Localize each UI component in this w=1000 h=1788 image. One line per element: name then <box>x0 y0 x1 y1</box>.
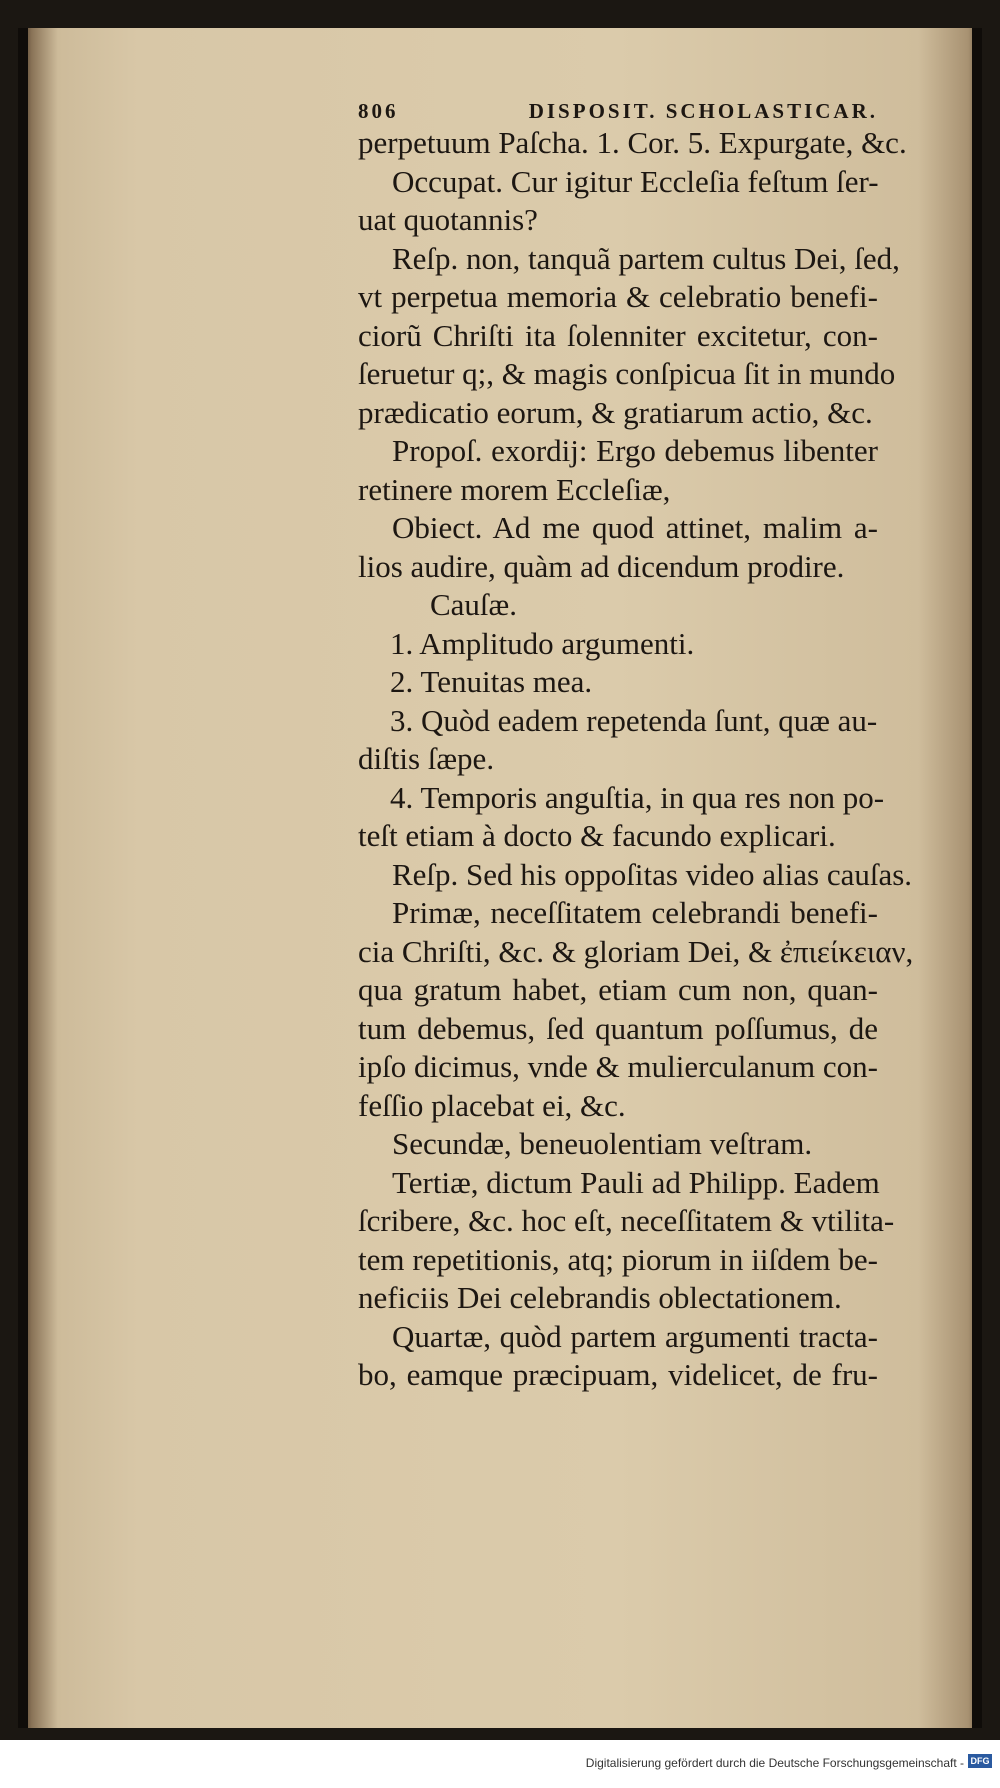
digitization-footer <box>0 1740 1000 1788</box>
text-line: uat quotannis? <box>358 202 538 237</box>
book-page <box>18 28 982 1728</box>
text-line: 4. Temporis anguſtia, in qua res non po- <box>390 779 885 815</box>
text-line: Reſp. non, tanquã partem cultus Dei, ſed, <box>392 240 900 276</box>
text-line: Cauſæ. <box>430 587 517 622</box>
text-line: teſt etiam à docto & facundo explicari. <box>358 818 836 853</box>
page-number: 806 <box>358 99 399 123</box>
text-line: Propoſ. exordij: Ergo debemus libenter <box>392 433 878 468</box>
text-line: 2. Tenuitas mea. <box>390 664 593 699</box>
funding-credit: Digitalisierung gefördert durch die Deutsche Forschungsgemeinschaft - <box>585 1756 964 1770</box>
text-line: Primæ, neceſſitatem celebrandi benefi- <box>392 895 878 930</box>
text-line: ciorũ Chriſti ita ſolenniter excitetur, con- <box>358 317 878 353</box>
text-line: ipſo dicimus, vnde & mulierculanum con- <box>358 1049 879 1084</box>
page-left-edge <box>18 28 28 1728</box>
page-text-block <box>358 86 914 1395</box>
text-line: diſtis ſæpe. <box>358 741 495 776</box>
text-line: tem repetitionis, atq; piorum in iiſdem be- <box>358 1241 878 1277</box>
text-line: tum debemus, ſed quantum poſſumus, de <box>358 1010 878 1046</box>
text-line: Occupat. Cur igitur Eccleſia feſtum ſer- <box>392 163 879 199</box>
text-line: Tertiæ, dictum Pauli ad Philipp. Eadem <box>392 1164 880 1200</box>
text-line: prædicatio eorum, & gratiarum actio, &c. <box>358 394 873 430</box>
text-line: ſcribere, &c. hoc eſt, neceſſitatem & vtilita- <box>358 1203 895 1238</box>
text-line: cia Chriſti, &c. & gloriam Dei, & ἐπιείκειαν, <box>358 933 914 969</box>
text-line: bo, eamque præcipuam, videlicet, de fru- <box>358 1357 878 1392</box>
text-line: Quartæ, quòd partem argumenti tracta- <box>392 1318 878 1354</box>
text-line: Reſp. Sed his oppoſitas video alias cauſas. <box>392 856 913 892</box>
running-title: DISPOSIT. SCHOLASTICAR. <box>528 99 878 123</box>
text-line: Secundæ, beneuolentiam veſtram. <box>392 1126 813 1161</box>
text-line: qua gratum habet, etiam cum non, quan- <box>358 972 878 1007</box>
text-line: 1. Amplitudo argumenti. <box>390 625 695 661</box>
text-line: vt perpetua memoria & celebratio benefi- <box>358 279 878 314</box>
text-line: lios audire, quàm ad dicendum prodire. <box>358 548 845 584</box>
text-line: Obiect. Ad me quod attinet, malim a- <box>392 510 878 545</box>
dfg-logo: DFG <box>968 1754 992 1768</box>
running-header <box>358 86 878 124</box>
text-line: neficiis Dei celebrandis oblectationem. <box>358 1280 842 1315</box>
text-line: 3. Quòd eadem repetenda ſunt, quæ au- <box>390 702 878 738</box>
text-line: retinere morem Eccleſiæ, <box>358 471 671 507</box>
text-line: feſſio placebat ei, &c. <box>358 1087 626 1123</box>
text-line: ſeruetur q;, & magis conſpicua ſit in mundo <box>358 356 896 391</box>
text-line: perpetuum Paſcha. 1. Cor. 5. Expurgate, &c. <box>358 125 907 160</box>
page-right-edge <box>972 28 982 1728</box>
